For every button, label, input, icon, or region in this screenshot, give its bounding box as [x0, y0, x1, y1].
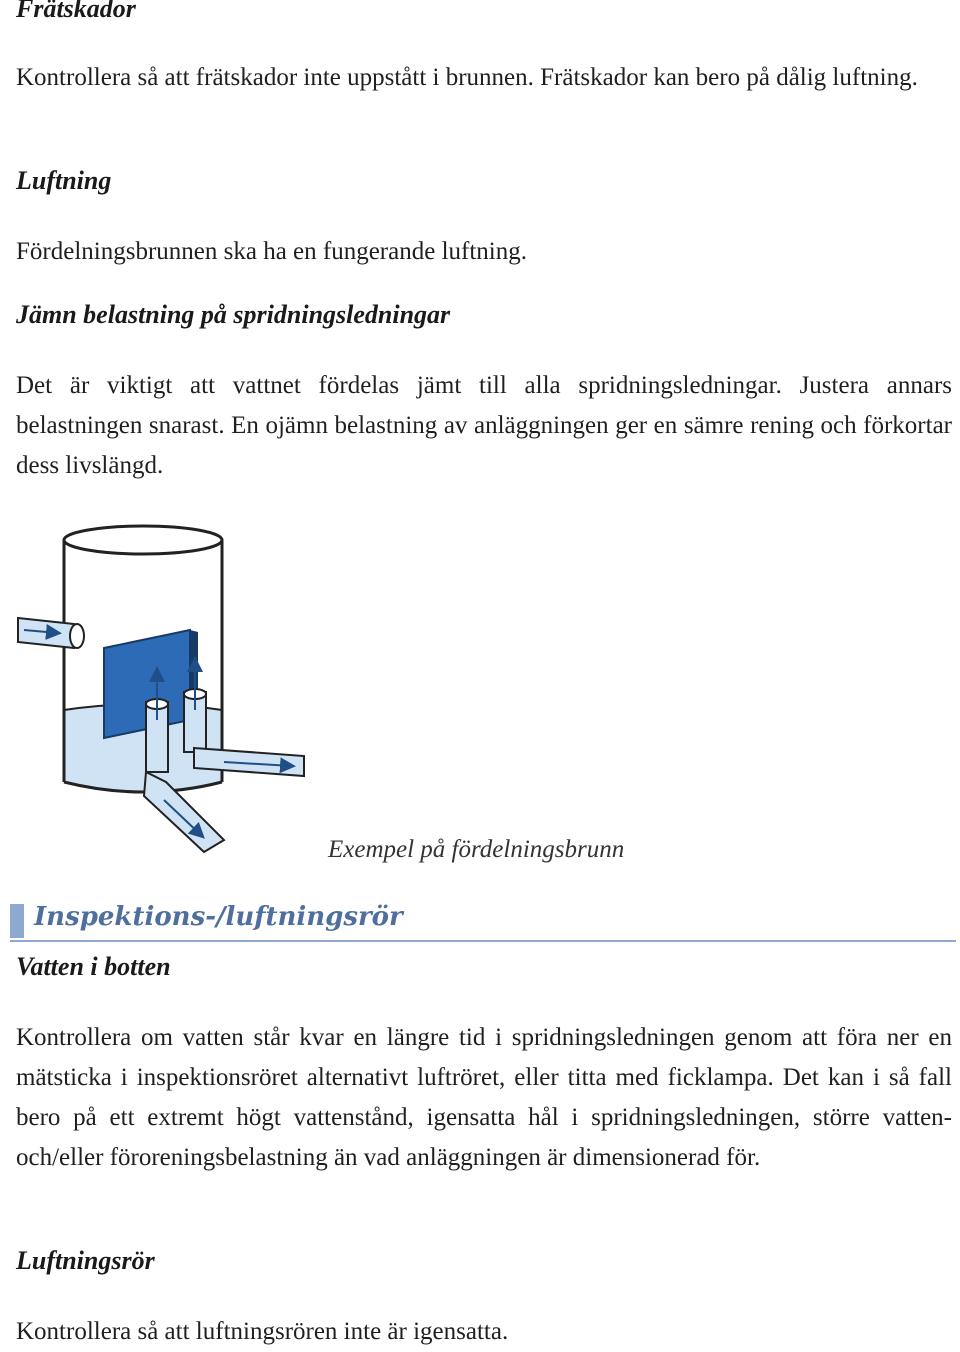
distribution-well-illustration: [14, 520, 314, 860]
section-accent-bar: [10, 904, 24, 938]
heading-luftning: Luftning: [16, 166, 112, 195]
heading-jamn-belastning: Jämn belastning på spridningsledningar: [16, 300, 451, 329]
paragraph-luftning: Fördelningsbrunnen ska ha en fungerande luftning.: [16, 238, 527, 265]
section-title: Inspektions-/luftningsrör: [34, 902, 403, 932]
section-header-inspektion: [10, 900, 956, 942]
heading-vatten-i-botten: Vatten i botten: [16, 952, 171, 981]
figure-caption: Exempel på fördelningsbrunn: [328, 836, 625, 863]
paragraph-luftningsror: Kontrollera så att luftningsrören inte är igensatta.: [16, 1318, 509, 1345]
paragraph-jamn-belastning: Det är viktigt att vattnet fördelas jämt till alla spridningsledningar. Justera annars belastningen snarast. En ojämn belastning av anläggningen ger en sämre rening och förkortar dess livslängd.: [16, 372, 952, 479]
paragraph-fratskador: Kontrollera så att frätskador inte uppstått i brunnen. Frätskador kan bero på dålig luftning.: [16, 64, 918, 91]
heading-luftningsror: Luftningsrör: [16, 1246, 155, 1275]
paragraph-vatten-i-botten: Kontrollera om vatten står kvar en längre tid i spridningsledningen genom att föra ner en mätsticka i inspektionsröret alternativt luftröret, eller titta med ficklampa. Det kan i så fall bero på ett extremt högt vattenstånd, igensatta hål i spridningsledningen, större vatten- och/eller föroreningsbelastning än vad anläggningen är dimensionerad för.: [16, 1024, 952, 1171]
heading-fratskador: Frätskador: [16, 0, 136, 23]
